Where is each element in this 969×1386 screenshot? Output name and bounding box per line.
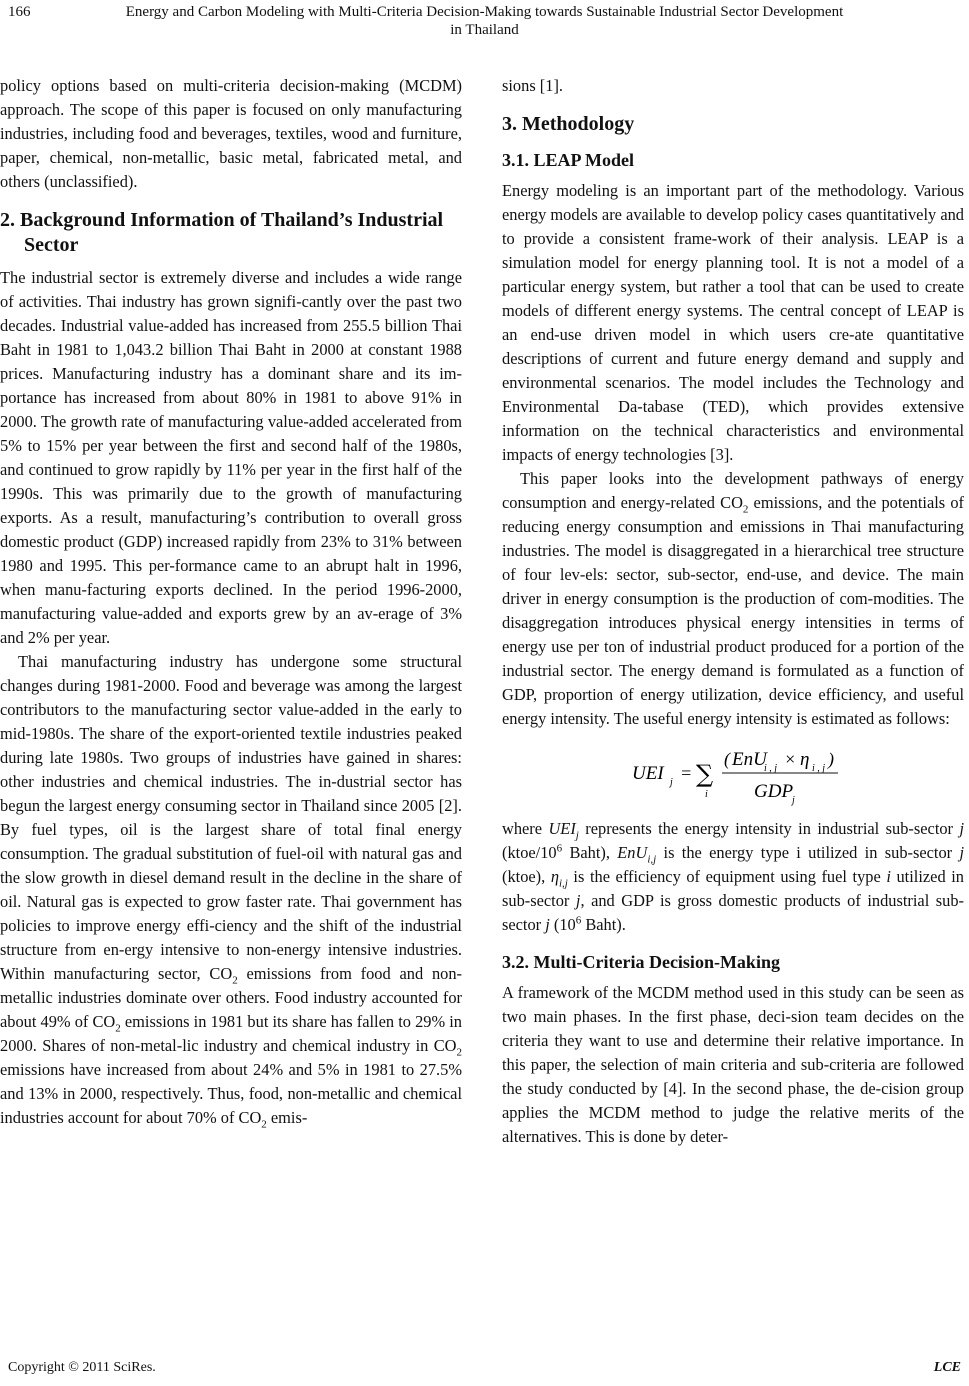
page-number: 166 [8,4,31,20]
paragraph: where $UEI_j$ represents the energy intensity in industrial sub-sector j ($ktoe/10^6$ Baht), EnU$_{i,j}$ is the energy type i utilized in sub-sector j (ktoe), $\eta_{i,j}$ is the efficiency of equipment using fuel type i utilized in sub-sector j, and GDP is gross domestic products of industrial sub-sector j ($10^6$ Baht). [502,819,965,934]
running-title-line2: in Thailand [450,22,519,38]
eq-lhs: UEI [632,763,664,784]
eq-num-var: EnU [732,749,767,770]
eq-sum-sub: i [705,789,708,800]
eq-equals: = [680,763,693,783]
page-footer [0,1360,969,1380]
paragraph: Thai manufacturing industry has undergone some structural changes during 1981-2000. Food and beverage was among the largest contributors to the manufacturing sector value-added in the early to mid-1980s. The share of the export-oriented textile industries peaked during late 1980s. Two groups of industries have gained in shares: other industries and chemical industries. The in-dustrial sector has begun the largest energy consuming sector in Thailand since 2005 [2]. By fuel types, oil is the largest share of total final energy consumption. The gradual substitution of fuel-oil with natural gas and the slow growth in diesel demand result in the decline in the share of oil. Natural gas is expected to grow faster rate. Thai government has policies to improve energy effi-ciency and the shift of the industrial structure from en-ergy intensive to non-energy intensive industries. Within manufacturing sector, $CO_2$ emissions from food and non-metallic industries dominate over others. Food industry accounted for about 49% of $CO_2$ emissions in 1981 but its share has fallen to 29% in 2000. Shares of non-metal-lic industry and chemical industry in $CO_2$ emissions have increased from about 24% and 5% in 1981 to 27.5% and 13% in 2000, respectively. Thus, food, non-metallic and chemical industries account for about 70% of $CO_2$ emis- [0,652,462,1131]
eq-num-close: ) [828,749,834,769]
paragraph: The industrial sector is extremely diverse and includes a wide range of activities. Thai industry has grown signifi-cantly over the past two decades. Industrial value-added has increased from 255.5 billion Thai Baht in 1981 to 1,043.2 billion Thai Baht in 2000 at constant 1988 prices. Manufacturing industry has a dominant share and its im-portance has increased from about 80% in 1981 to above 91% in 2000. The growth rate of manufacturing value-added accelerated from 5% to 15% per year between the first and second half of the 1980s, and continued to grow rapidly by 11% per year in the first half of the 1990s. This was primarily due to the growth of manufacturing exports. As a result, manufacturing’s contribution to overall gross domestic product (GDP) increased rapidly from 23% to 31% between 1980 and 1995. This per-formance came to an abrupt halt in 1996, when manu-facturing exports declined. In the period 1996-2000, manufacturing value-added and exports grew by an av-erage of 3% and 2% per year. [0,268,462,647]
equation-graphic [502,735,964,807]
section-3-1-heading: 3.1. LEAP Model [502,150,635,170]
section-3-2-heading: 3.2. Multi-Criteria Decision-Making [502,952,780,972]
paragraph: A framework of the MCDM method used in this study can be seen as two main phases. In the first phase, deci-sion team decides on the criteria they want to use and determine their relative importance. In this paper, the selection of main criteria and sub-criteria are followed the study conducted by [4]. In the second phase, the de-cision group applies the MCDM method to judge the relative merits of the alternatives. This is done by deter- [502,983,964,1146]
running-title: Energy and Carbon Modeling with Multi-Criteria Decision-Making towards Sustainable Industrial Sector Development [125,4,844,20]
eq-eta: η [800,749,810,770]
eq-num-open: ( [724,749,730,769]
left-column [0,74,462,1130]
section-2-heading: 2. Background Information of Thailand’s Industrial Sector [0,209,444,256]
paragraph: policy options based on multi-criteria decision-making (MCDM) approach. The scope of this paper is focused on only manufacturing industries, including food and beverages, textiles, wood and furniture, paper, chemical, non-metallic, basic metal, fabricated metal, and others (unclassified). [0,76,462,191]
eq-eta-sub: i , j [812,763,826,774]
eq-den-sub: j [792,795,795,806]
eq-den: GDP [754,781,794,802]
eq-times: × [784,749,797,769]
copyright: Copyright © 2011 SciRes. [8,1360,156,1375]
paragraph: This paper looks into the development pathways of energy consumption and energy-related $CO_2$ emissions, and the potentials of reducing energy consumption and emissions in Thai manufacturing industries. The model is disaggregated in a hierarchical tree structure of four lev-els: sector, sub-sector, end-use, and device. The main driver in energy consumption is the production of com-modities. The disaggregation introduces physical energy intensities in terms of energy use per ton of industrial product produced for a portion of the industrial sector. The energy demand is formulated as a function of GDP, proportion of energy utilization, device efficiency, and useful energy intensity. The useful energy intensity is estimated as follows: [502,469,964,728]
right-column [502,74,964,1149]
eq-sum: ∑ [696,760,714,788]
equation-uei [502,735,964,807]
paragraph: sions [1]. [502,76,564,95]
eq-num-var-sub: i , j [764,763,778,774]
eq-lhs-sub: j [670,777,673,788]
paragraph: Energy modeling is an important part of the methodology. Various energy models are available to develop policy cases quantitatively and to provide a consistent frame-work of their analysis. LEAP is a simulation model for energy planning tool. It is not a model of a particular energy system, but rather a tool that can be used to create models of different energy systems. The central concept of LEAP is an end-use driven model in which users cre-ate quantitative descriptions of current and future energy demand and supply and environmental scenarios. The model includes the Technology and Environmental Da-tabase (TED), which provides extensive information on the technical characteristics and environmental impacts of energy technologies [3]. [502,181,964,464]
journal-name: LCE [933,1360,961,1375]
section-3-heading: 3. Methodology [502,113,635,135]
